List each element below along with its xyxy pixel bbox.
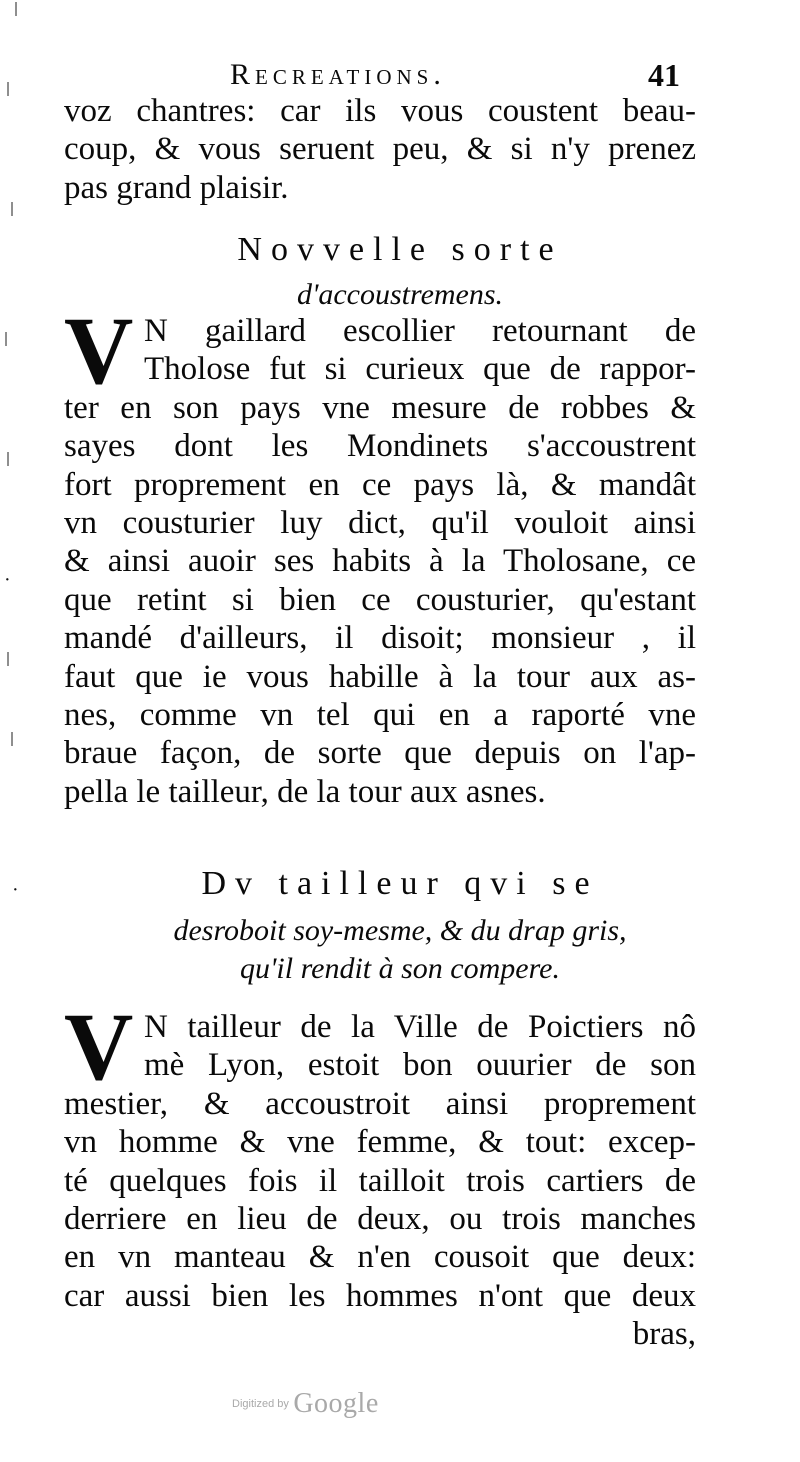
section-1-subheading: d'accoustremens. bbox=[296, 278, 504, 311]
page-gutter-edge: ǀ ǀ ǀ ǀ ǀ · ǀ ǀ · bbox=[4, 0, 19, 901]
text-line: & ainsi auoir ses habits à la Tholosane, ce bbox=[64, 543, 696, 580]
text-line: té quelques fois il tailloit trois cartiers de bbox=[64, 1162, 696, 1199]
section-2-paragraph bbox=[64, 993, 696, 1354]
text-line: mestier, & accoustroit ainsi proprement bbox=[64, 1085, 696, 1122]
opening-text bbox=[64, 92, 696, 207]
text-line: mè Lyon, estoit bon ouurier de son bbox=[144, 1047, 696, 1084]
drop-cap: V bbox=[64, 993, 134, 1100]
text-line: que retint si bien ce cousturier, qu'estant bbox=[64, 581, 696, 618]
text-line: pas grand plaisir. bbox=[64, 169, 289, 206]
section-2-subheading-line-2: qu'il rendit à son compere. bbox=[240, 952, 560, 985]
section-2-subheading-line-1: desroboit soy-mesme, & du drap gris, bbox=[173, 914, 627, 947]
text-line: nes, comme vn tel qui en a raporté vne bbox=[64, 697, 696, 734]
text-line: Tholose fut si curieux que de rappor- bbox=[144, 351, 696, 388]
text-line: car aussi bien les hommes n'ont que deux bbox=[64, 1277, 696, 1314]
text-line: coup, & vous seruent peu, & si n'y prenez bbox=[64, 131, 696, 168]
text-line: pella le tailleur, de la tour aux asnes. bbox=[64, 773, 546, 810]
section-1-paragraph bbox=[64, 297, 696, 811]
watermark-digitized-label: Digitized by bbox=[232, 1398, 289, 1410]
text-line: faut que ie vous habille à la tour aux as- bbox=[64, 658, 696, 695]
text-line: mandé d'ailleurs, il disoit; monsieur , il bbox=[64, 620, 696, 657]
running-head-title: Recreations. bbox=[230, 58, 446, 91]
text-line: braue façon, de sorte que depuis on l'ap- bbox=[64, 735, 696, 772]
text-line: derriere en lieu de deux, ou trois manches bbox=[64, 1201, 696, 1238]
text-line: N gaillard escollier retournant de bbox=[144, 313, 696, 349]
section-1-heading: Novvelle sorte bbox=[237, 231, 563, 268]
text-line: vn cousturier luy dict, qu'il vouloit ainsi bbox=[64, 505, 696, 542]
catchword: bras, bbox=[632, 1316, 696, 1353]
page-number: 41 bbox=[648, 57, 680, 93]
drop-cap: V bbox=[64, 297, 134, 404]
watermark-google-logo: Google bbox=[293, 1388, 379, 1419]
text-line: sayes dont les Mondinets s'accoustrent bbox=[64, 428, 696, 465]
text-line: vn homme & vne femme, & tout: excep- bbox=[64, 1124, 696, 1161]
text-line: en vn manteau & n'en cousoit que deux: bbox=[64, 1239, 696, 1276]
text-line: ter en son pays vne mesure de robbes & bbox=[64, 389, 696, 426]
text-line: voz chantres: car ils vous coustent beau- bbox=[64, 93, 696, 129]
digitized-by-watermark bbox=[232, 1388, 379, 1420]
text-line: N tailleur de la Ville de Poictiers nô bbox=[144, 1009, 696, 1045]
text-line: fort proprement en ce pays là, & mandât bbox=[64, 466, 696, 503]
section-2-heading: Dv tailleur qvi se bbox=[201, 865, 599, 902]
